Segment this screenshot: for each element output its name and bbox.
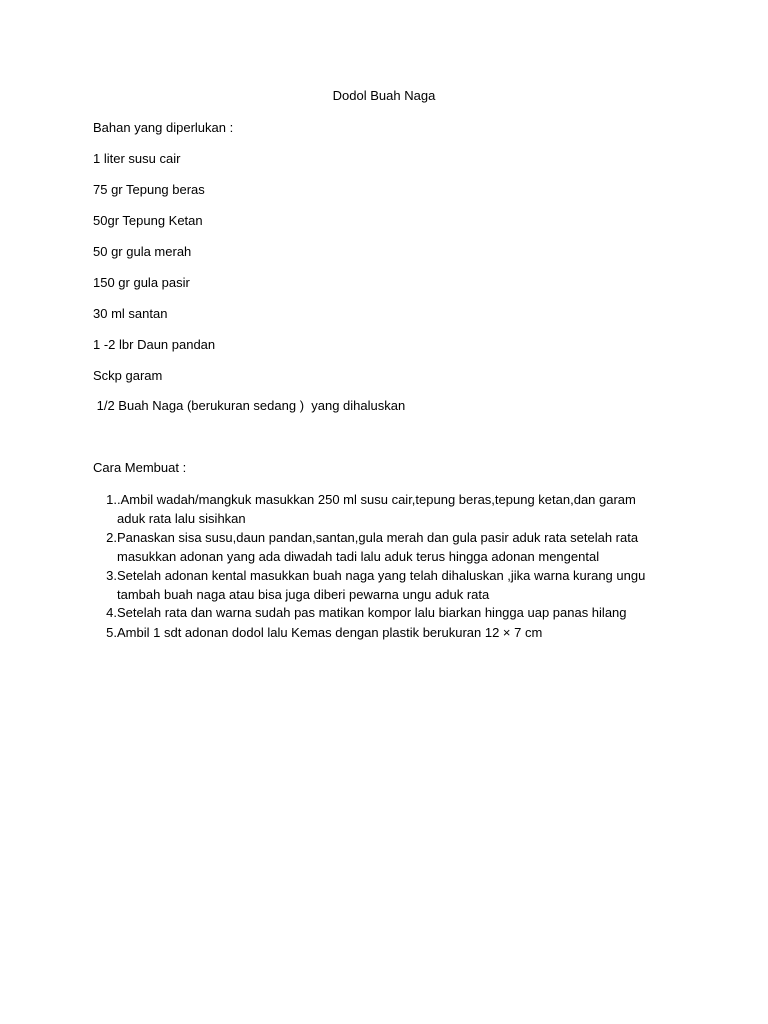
ingredient-item: 30 ml santan <box>93 306 168 321</box>
method-step <box>93 603 673 622</box>
ingredients-heading: Bahan yang diperlukan : <box>93 120 234 135</box>
method-step <box>93 490 673 528</box>
step-number: 5. <box>106 625 117 640</box>
ingredient-item: 50 gr gula merah <box>93 244 192 259</box>
step-number: 4. <box>106 605 117 620</box>
step-number: 2. <box>106 530 117 545</box>
method-step <box>93 623 673 642</box>
method-step <box>93 566 673 604</box>
ingredient-item: Sckp garam <box>93 368 163 383</box>
ingredient-item: 1 -2 lbr Daun pandan <box>93 337 216 352</box>
ingredient-item: 75 gr Tepung beras <box>93 182 205 197</box>
method-step <box>93 528 673 566</box>
step-text: .Ambil wadah/mangkuk masukkan 250 ml susu cair,tepung beras,tepung ketan,dan garam aduk rata lalu sisihkan <box>117 492 636 526</box>
step-text: Ambil 1 sdt adonan dodol lalu Kemas dengan plastik berukuran 12 × 7 cm <box>117 625 543 640</box>
step-text: Setelah adonan kental masukkan buah naga yang telah dihaluskan ,jika warna kurang ungu tambah buah naga atau bisa juga diberi pewarna ungu aduk rata <box>117 568 646 602</box>
step-text: Setelah rata dan warna sudah pas matikan kompor lalu biarkan hingga uap panas hilang <box>117 605 627 620</box>
step-number: 1. <box>106 492 117 507</box>
ingredient-item: 150 gr gula pasir <box>93 275 190 290</box>
ingredient-item: 50gr Tepung Ketan <box>93 213 203 228</box>
method-heading: Cara Membuat : <box>93 460 187 475</box>
ingredient-item: 1/2 Buah Naga (berukuran sedang ) yang dihaluskan <box>93 398 406 413</box>
document-title: Dodol Buah Naga <box>332 88 436 103</box>
ingredient-item: 1 liter susu cair <box>93 151 181 166</box>
step-text: Panaskan sisa susu,daun pandan,santan,gula merah dan gula pasir aduk rata setelah rata masukkan adonan yang ada diwadah tadi lalu aduk terus hingga adonan mengental <box>117 530 639 564</box>
step-number: 3. <box>106 568 117 583</box>
